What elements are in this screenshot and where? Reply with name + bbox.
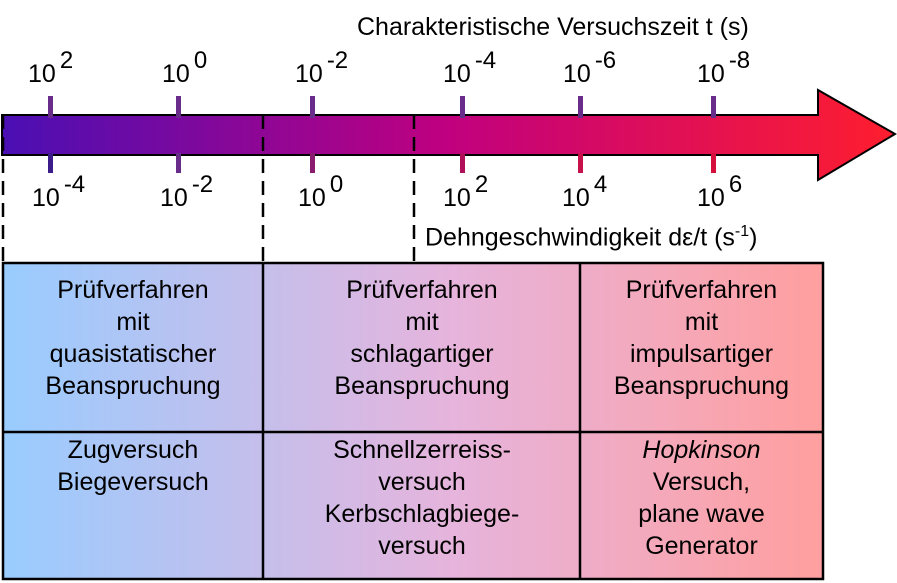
- method-cell-impact: [264, 274, 580, 430]
- cell-line: quasistatischer: [49, 340, 217, 368]
- time-tick: [578, 96, 583, 118]
- time-tick: [176, 96, 181, 118]
- cell-line: Kerbschlagbiege-: [324, 500, 520, 528]
- cell-line-hopkinson: Hopkinson: [642, 436, 761, 464]
- tick-base: 10: [563, 60, 591, 88]
- cell-line: Prüfverfahren: [57, 276, 209, 304]
- rate-tick-label: [298, 171, 344, 212]
- tick-exponent: -8: [728, 47, 751, 74]
- tick-exponent: -2: [326, 47, 349, 74]
- time-tick-label: [563, 47, 617, 88]
- tick-base: 10: [162, 60, 190, 88]
- rate-axis-title-unit-exponent: -1: [734, 223, 750, 240]
- rate-tick: [460, 153, 465, 173]
- tick-exponent: 2: [474, 171, 489, 198]
- cell-line: Schnellzerreiss-: [333, 436, 511, 464]
- time-tick-label: [295, 47, 349, 88]
- cell-line: schlagartiger: [350, 340, 494, 368]
- cell-line: mit: [405, 308, 439, 336]
- cell-line: plane wave: [638, 500, 765, 528]
- rate-axis-title-main: Dehngeschwindigkeit dε/t (s: [425, 223, 735, 252]
- tick-base: 10: [28, 60, 56, 88]
- cell-line: Beanspruchung: [334, 372, 510, 400]
- rate-axis-title: [425, 224, 757, 250]
- rate-axis-title-end: ): [749, 223, 758, 252]
- tick-exponent: 0: [193, 47, 208, 74]
- rate-tick: [578, 153, 583, 173]
- cell-line: impulsartiger: [629, 340, 774, 368]
- tick-base: 10: [562, 184, 590, 212]
- cell-line: versuch: [378, 532, 466, 560]
- rate-tick: [310, 153, 315, 173]
- tick-exponent: -4: [63, 171, 86, 198]
- time-tick-label: [443, 47, 497, 88]
- tick-exponent: 6: [728, 171, 743, 198]
- tick-base: 10: [160, 184, 188, 212]
- cell-line: Beanspruchung: [45, 372, 221, 400]
- tick-exponent: 4: [593, 171, 608, 198]
- tick-base: 10: [443, 60, 471, 88]
- tick-exponent: -6: [594, 47, 617, 74]
- time-tick-label: [28, 47, 74, 88]
- rate-tick-label: [160, 171, 214, 212]
- tick-exponent: 0: [329, 171, 344, 198]
- cell-line: Prüfverfahren: [625, 276, 778, 304]
- test-cell-impact: [264, 434, 580, 578]
- method-cell-impulse: [581, 274, 822, 430]
- test-cell-impulse: [581, 434, 822, 578]
- time-tick-label: [697, 47, 751, 88]
- time-tick-label: [162, 47, 208, 88]
- tick-base: 10: [298, 184, 326, 212]
- rate-tick: [711, 153, 716, 173]
- time-tick: [460, 96, 465, 118]
- tick-base: 10: [295, 60, 323, 88]
- time-tick: [310, 96, 315, 118]
- rate-tick-label: [443, 171, 489, 212]
- cell-line: Biegeversuch: [57, 468, 209, 496]
- tick-base: 10: [697, 184, 725, 212]
- rate-tick-label: [697, 171, 743, 212]
- method-cell-quasistatic: [4, 274, 262, 430]
- tick-base: 10: [32, 184, 60, 212]
- rate-tick: [48, 153, 53, 173]
- tick-base: 10: [697, 60, 725, 88]
- cell-line: Zugversuch: [67, 436, 199, 464]
- time-axis-title: Charakteristische Versuchszeit t (s): [357, 13, 749, 41]
- cell-line: mit: [116, 308, 150, 336]
- time-tick: [48, 96, 53, 118]
- cell-line: mit: [684, 308, 719, 336]
- test-cell-quasistatic: [4, 434, 262, 578]
- rate-tick: [176, 153, 181, 173]
- rate-tick-label: [32, 171, 86, 212]
- tick-base: 10: [443, 184, 471, 212]
- cell-line: Versuch,: [652, 468, 751, 496]
- cell-line: Prüfverfahren: [346, 276, 498, 304]
- tick-exponent: -2: [191, 171, 214, 198]
- timescale-arrow: [2, 90, 895, 180]
- cell-line: Generator: [645, 532, 758, 560]
- tick-exponent: 2: [59, 47, 74, 74]
- rate-tick-label: [562, 171, 608, 212]
- time-tick: [711, 96, 716, 118]
- tick-exponent: -4: [474, 47, 497, 74]
- cell-line: Beanspruchung: [613, 372, 790, 400]
- cell-line: versuch: [378, 468, 466, 496]
